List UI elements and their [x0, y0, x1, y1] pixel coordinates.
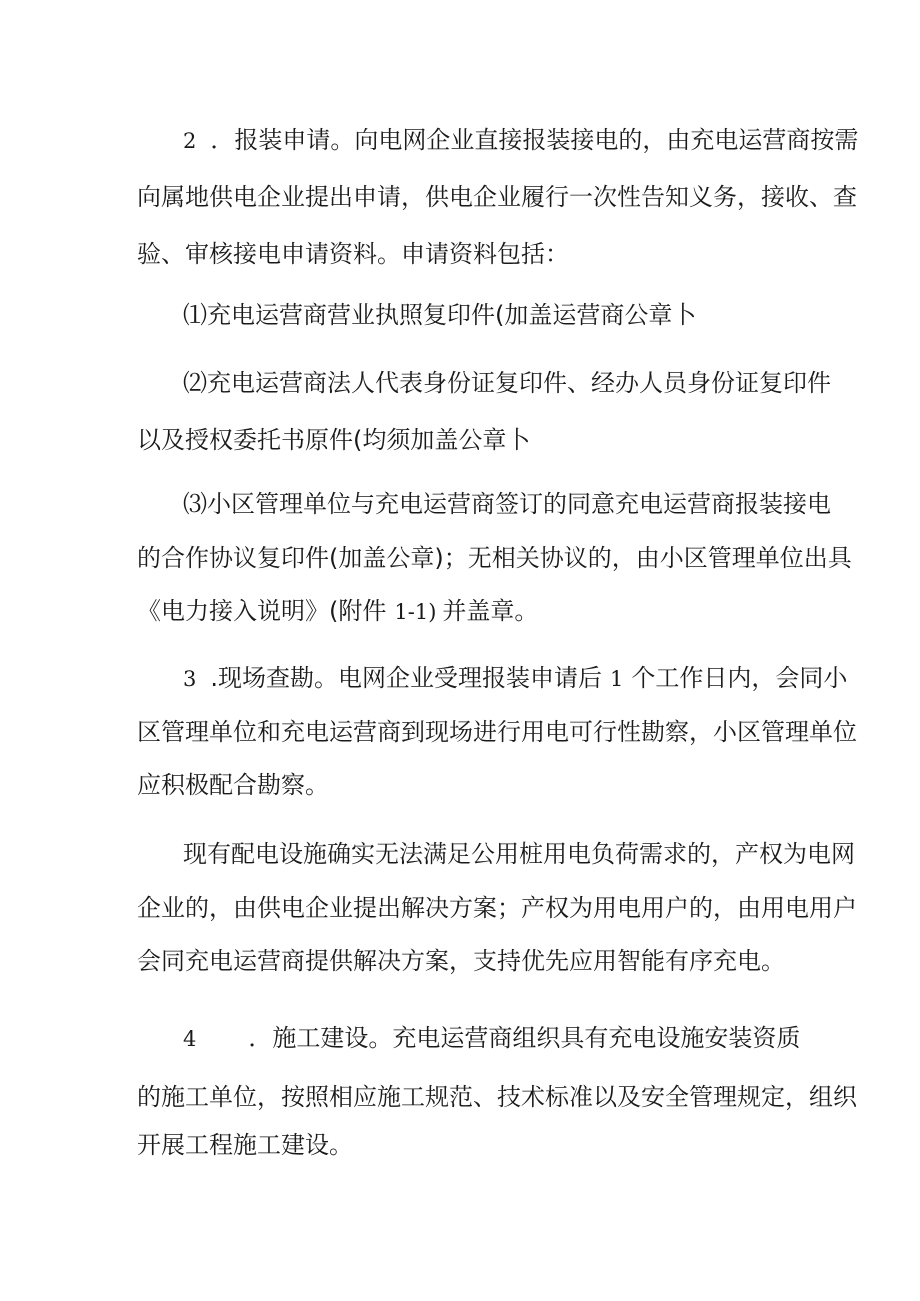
- item-3-line-3: [137, 596, 787, 627]
- section-text: 个工作日内，会同小: [631, 664, 848, 692]
- section-3-line-1: [183, 663, 848, 694]
- section-text: ．施工建设。充电运营商组织具有充电设施安装资质: [248, 1024, 801, 1052]
- section-number: 2: [183, 129, 197, 153]
- distribution-para-line-1: 现有配电设施确实无法满足公用桩用电负荷需求的，产权为电网: [183, 840, 855, 868]
- distribution-para-line-2: 企业的，由供电企业提出解决方案；产权为用电用户的，由用电用户: [137, 894, 857, 922]
- section-3-line-2: 区管理单位和充电运营商到现场进行用电可行性勘察，小区管理单位: [137, 718, 857, 746]
- section-text: ．报装申请。向电网企业直接报装接电的，由充电运营商按需: [210, 126, 859, 154]
- item-number: ⑴: [183, 301, 207, 329]
- section-2-line-1: [183, 125, 859, 156]
- item-2-line-1: [183, 368, 831, 398]
- item-number: ⑵: [183, 369, 207, 397]
- section-4-line-2: 的施工单位，按照相应施工规范、技术标准以及安全管理规定，组织: [137, 1083, 857, 1111]
- item-text: 充电运营商营业执照复印件(加盖运营商公章卜: [207, 301, 697, 329]
- item-text: 《电力接入说明》(附件: [137, 597, 387, 625]
- section-4-line-3: 开展工程施工建设。: [137, 1131, 353, 1159]
- section-2-line-3: 验、审核接电申请资料。申请资料包括：: [137, 240, 569, 268]
- section-4-line-1: [183, 1023, 801, 1054]
- section-2-line-2: 向属地供电企业提出申请，供电企业履行一次性告知义务，接收、查: [137, 183, 857, 211]
- item-1-line: [183, 300, 833, 330]
- item-3-line-1: [183, 489, 831, 519]
- section-number: 3: [183, 667, 197, 691]
- item-2-line-2: 以及授权委托书原件(均须加盖公章卜: [137, 426, 531, 454]
- item-text: 充电运营商法人代表身份证复印件、经办人员身份证复印件: [207, 369, 831, 397]
- item-number: ⑶: [183, 490, 207, 518]
- section-number: 4: [183, 1027, 197, 1051]
- item-3-line-2: 的合作协议复印件(加盖公章)；无相关协议的，由小区管理单位出具: [137, 544, 852, 572]
- section-text: .现场查勘。电网企业受理报装申请后: [210, 664, 603, 692]
- distribution-para-line-3: 会同充电运营商提供解决方案，支持优先应用智能有序充电。: [137, 947, 785, 975]
- attachment-number: 1-1): [394, 600, 437, 624]
- section-3-line-3: 应积极配合勘察。: [137, 771, 329, 799]
- day-count: 1: [610, 667, 624, 691]
- item-text: 小区管理单位与充电运营商签订的同意充电运营商报装接电: [207, 490, 831, 518]
- item-text-end: 并盖章。: [442, 597, 539, 625]
